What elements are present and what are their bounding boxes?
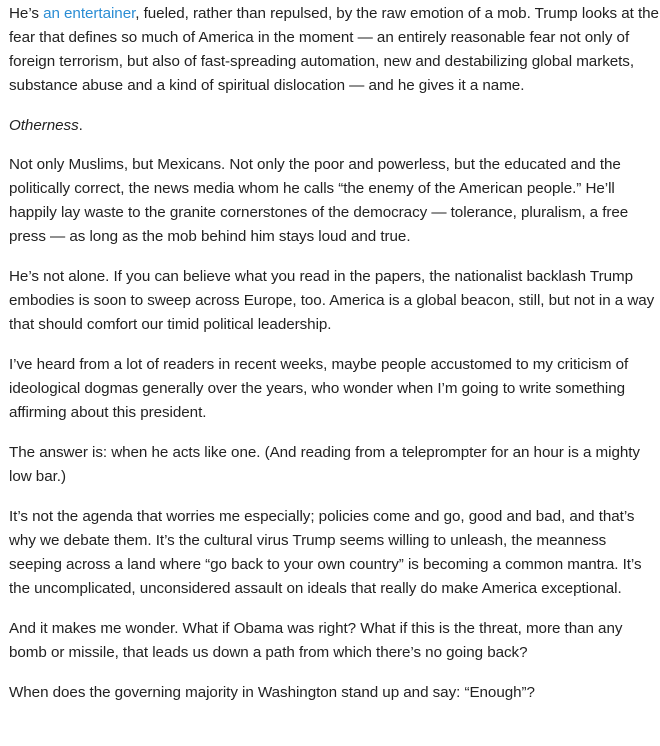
paragraph-readers: I’ve heard from a lot of readers in recent weeks, maybe people accustomed to my criticism of ideological dogmas generally over the years, who wonder when I’m going to write something affirming about this president. [9,356,629,421]
paragraph-entertainer [9,2,659,98]
paragraph-not-alone: He’s not alone. If you can believe what you read in the papers, the nationalist backlash Trump embodies is soon to sweep across Europe, too. America is a global beacon, still, but not in a way that should comfort our timid political leadership. [9,268,655,333]
paragraph-otherness [9,114,659,138]
otherness-emphasis: Otherness [9,117,79,134]
entertainer-link[interactable]: an entertainer [43,5,136,22]
paragraph-answer: The answer is: when he acts like one. (And reading from a teleprompter for an hour is a mighty low bar.) [9,444,640,485]
otherness-period: . [78,117,83,134]
paragraph-text-lead: He’s [9,5,44,22]
paragraph-muslims-mexicans: Not only Muslims, but Mexicans. Not only the poor and powerless, but the educated and the politically correct, the news media whom he calls “the enemy of the American people.” He’ll happily lay waste to the granite cornerstones of the democracy — tolerance, pluralism, a free press — as long as the mob behind him stays loud and true. [9,156,629,245]
article-body [9,2,659,721]
paragraph-obama: And it makes me wonder. What if Obama was right? What if this is the threat, more than any bomb or missile, that leads us down a path from which there’s no going back? [9,620,623,661]
paragraph-agenda: It’s not the agenda that worries me especially; policies come and go, good and bad, and that’s why we debate them. It’s the cultural virus Trump seems willing to unleash, the meanness seeping across a land where “go back to your own country” is becoming a common mantra. It’s the uncomplicated, unconsidered assault on ideals that really do make America exceptional. [9,508,642,597]
paragraph-text-rest: , fueled, rather than repulsed, by the raw emotion of a mob. Trump looks at the fear that defines so much of America in the moment — an entirely reasonable fear not only of foreign terrorism, but also of fast-spreading automation, new and destabilizing global markets, substance abuse and a kind of spiritual dislocation — and he gives it a name. [9,5,659,94]
paragraph-enough: When does the governing majority in Washington stand up and say: “Enough”? [9,684,535,701]
